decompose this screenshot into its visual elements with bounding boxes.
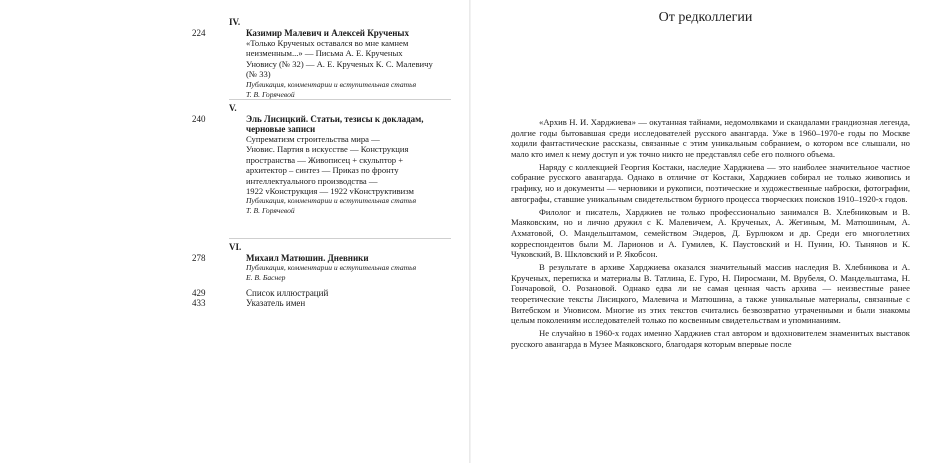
section-numeral: IV. (229, 17, 241, 27)
page-number: 433 (192, 298, 206, 308)
section-line: 1922 vКонструкция — 1922 vКонструктивизм (246, 186, 414, 197)
paragraph: «Архив Н. И. Харджиева» — окутанная тайнами, недомолвками и скандалами грандиозная легенда, долгие годы бытовавшая среди исследователей русского авангарда. Уже в 1960–1970-е годы по Москве ходили фантастические рассказы, связанные с этим уникальным собранием, о котором все слышали, но мало кто имел к нему доступ и уж точно никто не представлял себе его полного объема. (511, 117, 910, 160)
section-line: Супрематизм строительства мира — (246, 134, 380, 144)
section-title: черновые записи (246, 124, 316, 134)
section-line: пространства — Живописец + скульптор + (246, 154, 404, 165)
section-title: Михаил Матюшин. Дневники (246, 253, 369, 263)
section-line: «Только Крученых оставался во мне камнем (246, 38, 409, 48)
publication-credit: Публикация, комментарии и вступительная статья (246, 196, 417, 206)
toc-entry-index (192, 298, 305, 308)
section-body (246, 28, 451, 100)
section-line: (№ 33) (246, 69, 271, 80)
paragraph: Не случайно в 1960-х годах именно Харджиев стал автором и вдохновителем знаменитых выставок русского авангарда в Музее Маяковского, благодаря которым впервые после (511, 328, 910, 349)
divider (229, 238, 451, 239)
section-numeral: V. (229, 103, 237, 113)
section-body (246, 114, 451, 216)
editor-name: Т. В. Горячевой (246, 89, 295, 99)
entry-label: Указатель имен (246, 298, 306, 308)
editorial-page (471, 0, 940, 463)
divider (229, 99, 451, 100)
section-line: архитектор – синтез — Приказ по фронту (246, 165, 399, 176)
page-number: 224 (192, 28, 206, 38)
section-title: Эль Лисицкий. Статьи, тезисы к докладам, (246, 114, 424, 124)
section-line: Уновису (№ 32) — А. Е. Крученых К. С. Малевичу (246, 58, 433, 69)
page-number: 240 (192, 114, 206, 124)
page-title: От редколлегии (658, 10, 753, 25)
editor-name: Т. В. Горячевой (246, 206, 295, 216)
section-numeral: VI. (229, 242, 242, 252)
editor-name: Е. В. Баснер (246, 273, 286, 282)
publication-credit: Публикация, комментарии и вступительная статья (246, 263, 417, 272)
paragraph: Филолог и писатель, Харджиев не только профессионально занимался В. Хлебниковым и В. Маяковским, но и лично дружил с К. Малевичем, А. Крученых, А. Жегиным, М. Матюшиным, А. Ахматовой, О. Мандельштамом, семейством Эндеров, Д. Бурлюком и др. Среди его многолетних корреспондентов были М. Ларионов и А. Гумилев, К. Паустовский и Н. Пунин, Ю. Тынянов и К. Чуковский, В. Шкловский и Р. Якобсон. (511, 206, 910, 260)
text-column (511, 117, 910, 351)
page-number: 278 (192, 253, 206, 263)
section-line: интеллектуального производства — (246, 175, 378, 186)
section-line: Уновис. Партия в искусстве — Конструкция (246, 144, 409, 155)
paragraph: Наряду с коллекцией Георгия Костаки, наследие Харджиева — это наиболее значительное частное собрание русского авангарда. Однако в отличие от Костаки, Харджиев собирал не только живопись и графику, но и документы — черновики и рукописи, поэтические и художественные наброски, фотографии, автографы, ставшие уникальным свидетельством бурного процесса творческих поисков 1910–1920-х годов. (511, 161, 910, 204)
section-body (246, 253, 451, 283)
contents-page (0, 0, 469, 463)
page-number: 429 (192, 288, 206, 298)
publication-credit: Публикация, комментарии и вступительная статья (246, 79, 417, 89)
section-title: Казимир Малевич и Алексей Крученых (246, 28, 409, 38)
paragraph: В результате в архиве Харджиева оказался значительный массив наследия В. Хлебникова и А. Крученых, переписка и материалы В. Татлина, Е. Гуро, Н. Пиросмани, М. Врубеля, О. Мандельштама, Н. Гончаровой, О. Розановой. Однако едва ли не самая ценная часть архива — неизвестные ранее теоретические тексты Лисицкого, Малевича и Матюшина, а также уникальные материалы, связанные с Витебском и Уновисом. Многие из этих текстов считались безвозвратно утраченными и были знакомы целым поколениям исследователей только по косвенным свидетельствам и упоминаниям. (511, 261, 910, 326)
toc-entry-illustrations (192, 288, 328, 298)
section-line: неизменным...» — Письма А. Е. Крученых (246, 48, 403, 59)
entry-label: Список иллюстраций (246, 288, 329, 298)
